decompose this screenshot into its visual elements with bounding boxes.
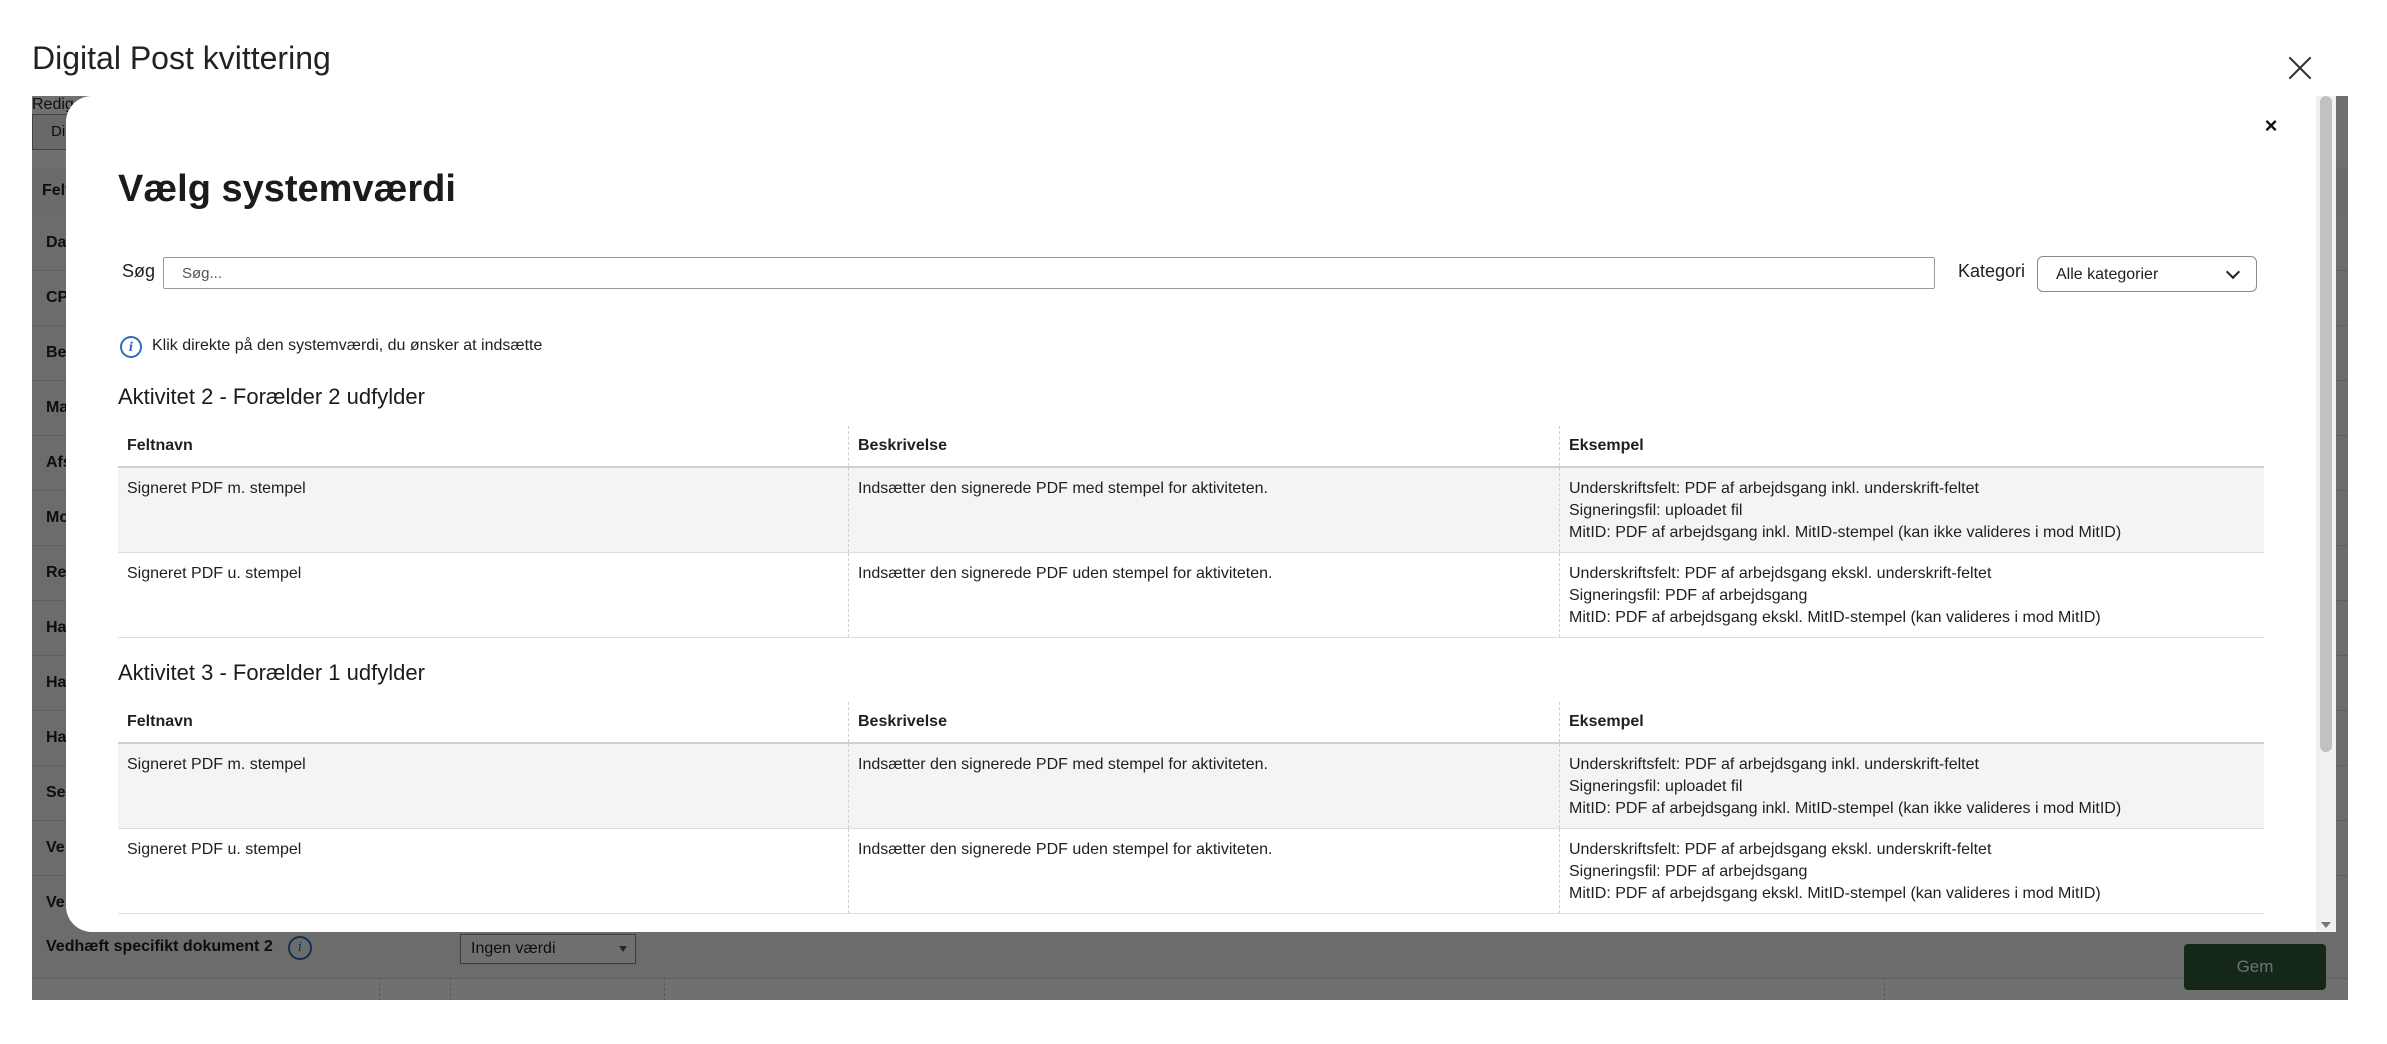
info-icon: i (120, 336, 142, 358)
example-line: Signeringsfil: uploadet fil (1569, 502, 1743, 519)
system-value-modal (66, 96, 2316, 932)
system-value-table (118, 702, 2264, 914)
example-line: Underskriftsfelt: PDF af arbejdsgang inkl. underskrift-feltet (1569, 480, 1979, 497)
field-name-cell[interactable]: Signeret PDF m. stempel (118, 467, 849, 553)
example-line: Underskriftsfelt: PDF af arbejdsgang ekskl. underskrift-feltet (1569, 841, 1992, 858)
description-cell[interactable]: Indsætter den signerede PDF uden stempel for aktiviteten. (849, 829, 1560, 914)
section-title: Aktivitet 2 - Forælder 2 udfylder (118, 384, 425, 409)
example-line: Signeringsfil: PDF af arbejdsgang (1569, 587, 1808, 604)
table-header-row (118, 702, 2264, 743)
example-cell[interactable] (1560, 553, 2265, 638)
field-name-cell[interactable]: Signeret PDF m. stempel (118, 743, 849, 829)
example-cell[interactable] (1560, 467, 2265, 553)
example-line: Signeringsfil: uploadet fil (1569, 778, 1743, 795)
modal-title: Vælg systemværdi (118, 168, 456, 210)
example-line: MitID: PDF af arbejdsgang inkl. MitID-stempel (kan ikke valideres i mod MitID) (1569, 800, 2122, 817)
section-title: Aktivitet 3 - Forælder 1 udfylder (118, 660, 425, 685)
description-cell[interactable]: Indsætter den signerede PDF med stempel for aktiviteten. (849, 743, 1560, 829)
column-header: Feltnavn (118, 426, 849, 467)
modal-close-icon[interactable]: × (2264, 113, 2278, 138)
info-hint-text: Klik direkte på den systemværdi, du ønsker at indsætte (152, 337, 543, 354)
page-title: Digital Post kvittering (32, 40, 331, 76)
example-line: Underskriftsfelt: PDF af arbejdsgang ekskl. underskrift-feltet (1569, 565, 1992, 582)
system-value-table (118, 426, 2264, 638)
category-label: Kategori (1958, 261, 2026, 281)
column-header: Beskrivelse (849, 426, 1560, 467)
category-select[interactable] (2037, 256, 2257, 292)
modal-scrollbar[interactable] (2316, 96, 2336, 932)
close-icon[interactable] (2288, 56, 2312, 80)
chevron-down-icon (2226, 265, 2240, 279)
category-select-value: Alle kategorier (2056, 266, 2159, 283)
scroll-down-icon[interactable] (2321, 922, 2331, 928)
description-cell[interactable]: Indsætter den signerede PDF uden stempel for aktiviteten. (849, 553, 1560, 638)
example-line: MitID: PDF af arbejdsgang inkl. MitID-stempel (kan ikke valideres i mod MitID) (1569, 524, 2122, 541)
example-cell[interactable] (1560, 743, 2265, 829)
table-header-row (118, 426, 2264, 467)
column-header: Beskrivelse (849, 702, 1560, 743)
table-row[interactable] (118, 553, 2264, 638)
field-name-cell[interactable]: Signeret PDF u. stempel (118, 553, 849, 638)
table-row[interactable] (118, 467, 2264, 553)
example-line: MitID: PDF af arbejdsgang ekskl. MitID-stempel (kan valideres i mod MitID) (1569, 609, 2101, 626)
table-row[interactable] (118, 743, 2264, 829)
column-header: Feltnavn (118, 702, 849, 743)
example-line: Signeringsfil: PDF af arbejdsgang (1569, 863, 1808, 880)
example-line: MitID: PDF af arbejdsgang ekskl. MitID-stempel (kan valideres i mod MitID) (1569, 885, 2101, 902)
search-input[interactable] (163, 257, 1935, 289)
search-label: Søg (122, 261, 156, 281)
field-name-cell[interactable]: Signeret PDF u. stempel (118, 829, 849, 914)
example-line: Underskriftsfelt: PDF af arbejdsgang inkl. underskrift-feltet (1569, 756, 1979, 773)
table-row[interactable] (118, 829, 2264, 914)
column-header: Eksempel (1560, 702, 2265, 743)
description-cell[interactable]: Indsætter den signerede PDF med stempel for aktiviteten. (849, 467, 1560, 553)
example-cell[interactable] (1560, 829, 2265, 914)
column-header: Eksempel (1560, 426, 2265, 467)
scrollbar-thumb[interactable] (2320, 96, 2332, 752)
